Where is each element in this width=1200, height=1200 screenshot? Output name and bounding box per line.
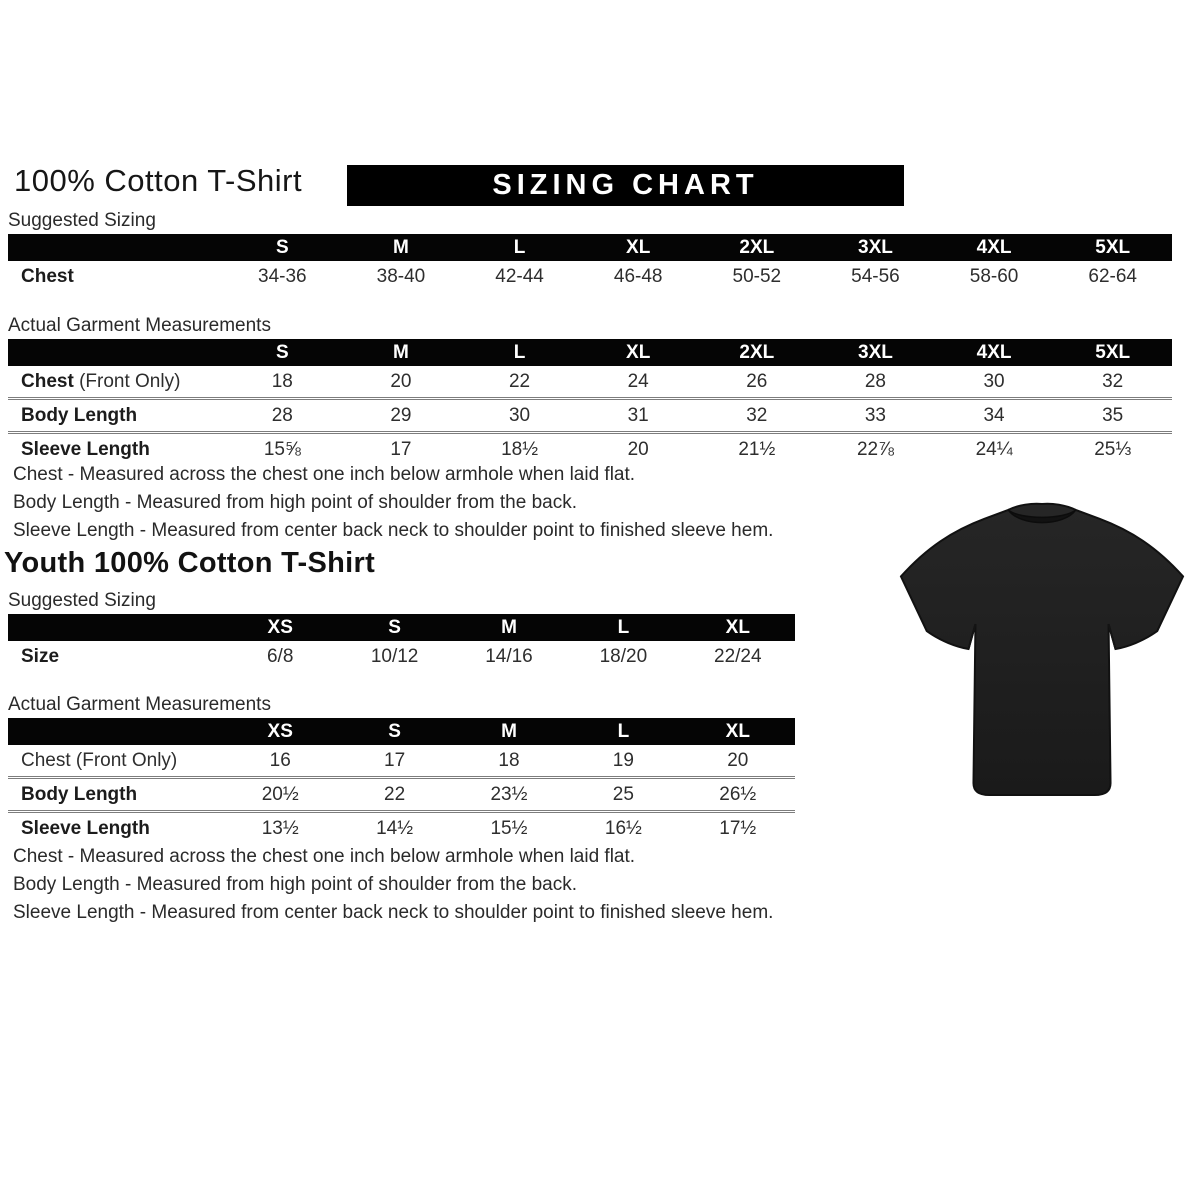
measurement-cell: 31 <box>579 399 698 433</box>
size-column-header: S <box>223 234 342 261</box>
size-column-header: 3XL <box>816 234 935 261</box>
youth-suggested-sizing-table <box>8 614 795 672</box>
table-row <box>8 399 1172 433</box>
measurement-cell: 58-60 <box>935 261 1054 292</box>
youth-measurement-notes <box>13 843 773 927</box>
measurement-cell: 30 <box>460 399 579 433</box>
measurement-cell: 14½ <box>337 812 451 845</box>
size-column-header: L <box>460 339 579 366</box>
measurement-cell: 25 <box>566 778 680 812</box>
note-line: Chest - Measured across the chest one inch below armhole when laid flat. <box>13 846 636 867</box>
adult-suggested-sizing-table <box>8 234 1172 292</box>
size-column-header: M <box>452 614 566 641</box>
youth-actual-measurements-table <box>8 718 795 844</box>
measurement-cell: 46-48 <box>579 261 698 292</box>
row-label: Body Length <box>8 399 223 433</box>
adult-actual-measurements-label: Actual Garment Measurements <box>8 315 271 336</box>
measurement-cell: 35 <box>1053 399 1172 433</box>
table-row <box>8 261 1172 292</box>
table-row <box>8 778 795 812</box>
measurement-cell: 28 <box>223 399 342 433</box>
measurement-cell: 16 <box>223 745 337 778</box>
youth-suggested-sizing-label: Suggested Sizing <box>8 590 156 611</box>
size-column-header: 5XL <box>1053 234 1172 261</box>
measurement-cell: 21½ <box>698 433 817 466</box>
measurement-cell: 24¼ <box>935 433 1054 466</box>
measurement-cell: 50-52 <box>698 261 817 292</box>
note-line: Chest - Measured across the chest one inch below armhole when laid flat. <box>13 464 636 485</box>
note-line: Sleeve Length - Measured from center back neck to shoulder point to finished sleeve hem. <box>13 902 774 923</box>
measurement-cell: 62-64 <box>1053 261 1172 292</box>
size-column-header: S <box>337 718 451 745</box>
measurement-cell: 33 <box>816 399 935 433</box>
measurement-cell: 19 <box>566 745 680 778</box>
size-column-header: M <box>342 339 461 366</box>
measurement-cell: 20 <box>342 366 461 399</box>
measurement-cell: 23½ <box>452 778 566 812</box>
size-column-header: XS <box>223 614 337 641</box>
measurement-cell: 17½ <box>681 812 795 845</box>
measurement-cell: 26½ <box>681 778 795 812</box>
measurement-cell: 32 <box>698 399 817 433</box>
corner-cell <box>8 234 223 261</box>
youth-title: Youth 100% Cotton T-Shirt <box>4 547 376 579</box>
measurement-cell: 34 <box>935 399 1054 433</box>
size-column-header: 2XL <box>698 339 817 366</box>
measurement-cell: 22/24 <box>681 641 795 672</box>
row-label: Sleeve Length <box>8 433 223 466</box>
measurement-cell: 17 <box>342 433 461 466</box>
size-column-header: 3XL <box>816 339 935 366</box>
measurement-cell: 17 <box>337 745 451 778</box>
size-column-header: XL <box>579 339 698 366</box>
measurement-cell: 20 <box>681 745 795 778</box>
note-line: Body Length - Measured from high point of shoulder from the back. <box>13 874 577 895</box>
measurement-cell: 34-36 <box>223 261 342 292</box>
corner-cell <box>8 718 223 745</box>
adult-actual-measurements-table <box>8 339 1172 465</box>
measurement-cell: 28 <box>816 366 935 399</box>
measurement-cell: 54-56 <box>816 261 935 292</box>
size-column-header: XS <box>223 718 337 745</box>
table-row <box>8 641 795 672</box>
measurement-cell: 29 <box>342 399 461 433</box>
row-label: Sleeve Length <box>8 812 223 845</box>
measurement-cell: 24 <box>579 366 698 399</box>
size-column-header: M <box>452 718 566 745</box>
size-column-header: 2XL <box>698 234 817 261</box>
size-column-header: L <box>460 234 579 261</box>
measurement-cell: 26 <box>698 366 817 399</box>
size-column-header: S <box>223 339 342 366</box>
row-label: Body Length <box>8 778 223 812</box>
measurement-cell: 18½ <box>460 433 579 466</box>
note-line: Body Length - Measured from high point of shoulder from the back. <box>13 492 577 513</box>
measurement-cell: 22⅞ <box>816 433 935 466</box>
measurement-cell: 13½ <box>223 812 337 845</box>
size-column-header: 4XL <box>935 339 1054 366</box>
measurement-cell: 20 <box>579 433 698 466</box>
size-column-header: S <box>337 614 451 641</box>
measurement-cell: 18 <box>452 745 566 778</box>
size-column-header: 5XL <box>1053 339 1172 366</box>
corner-cell <box>8 339 223 366</box>
table-row <box>8 812 795 845</box>
row-label: Chest (Front Only) <box>8 745 223 778</box>
size-column-header: L <box>566 614 680 641</box>
measurement-cell: 32 <box>1053 366 1172 399</box>
size-column-header: XL <box>681 614 795 641</box>
black-tshirt-icon <box>893 482 1191 812</box>
row-label: Size <box>8 641 223 672</box>
youth-actual-measurements-label: Actual Garment Measurements <box>8 694 271 715</box>
row-label: Chest <box>8 261 223 292</box>
measurement-cell: 10/12 <box>337 641 451 672</box>
measurement-cell: 16½ <box>566 812 680 845</box>
corner-cell <box>8 614 223 641</box>
tshirt-product-image <box>893 482 1191 812</box>
size-column-header: M <box>342 234 461 261</box>
measurement-cell: 6/8 <box>223 641 337 672</box>
measurement-cell: 15½ <box>452 812 566 845</box>
size-column-header: L <box>566 718 680 745</box>
page-title: 100% Cotton T-Shirt <box>14 163 303 198</box>
measurement-cell: 38-40 <box>342 261 461 292</box>
measurement-cell: 25⅓ <box>1053 433 1172 466</box>
measurement-cell: 30 <box>935 366 1054 399</box>
measurement-cell: 14/16 <box>452 641 566 672</box>
measurement-cell: 20½ <box>223 778 337 812</box>
note-line: Sleeve Length - Measured from center back neck to shoulder point to finished sleeve hem. <box>13 520 774 541</box>
measurement-cell: 18/20 <box>566 641 680 672</box>
table-row <box>8 745 795 778</box>
table-row <box>8 366 1172 399</box>
row-label: Chest (Front Only) <box>8 366 223 399</box>
adult-suggested-sizing-label: Suggested Sizing <box>8 210 156 231</box>
measurement-cell: 22 <box>460 366 579 399</box>
measurement-cell: 18 <box>223 366 342 399</box>
size-column-header: XL <box>579 234 698 261</box>
measurement-cell: 22 <box>337 778 451 812</box>
measurement-cell: 42-44 <box>460 261 579 292</box>
measurement-cell: 15⅝ <box>223 433 342 466</box>
size-column-header: XL <box>681 718 795 745</box>
adult-measurement-notes <box>13 461 773 545</box>
sizing-chart-banner: SIZING CHART <box>347 165 904 206</box>
size-column-header: 4XL <box>935 234 1054 261</box>
